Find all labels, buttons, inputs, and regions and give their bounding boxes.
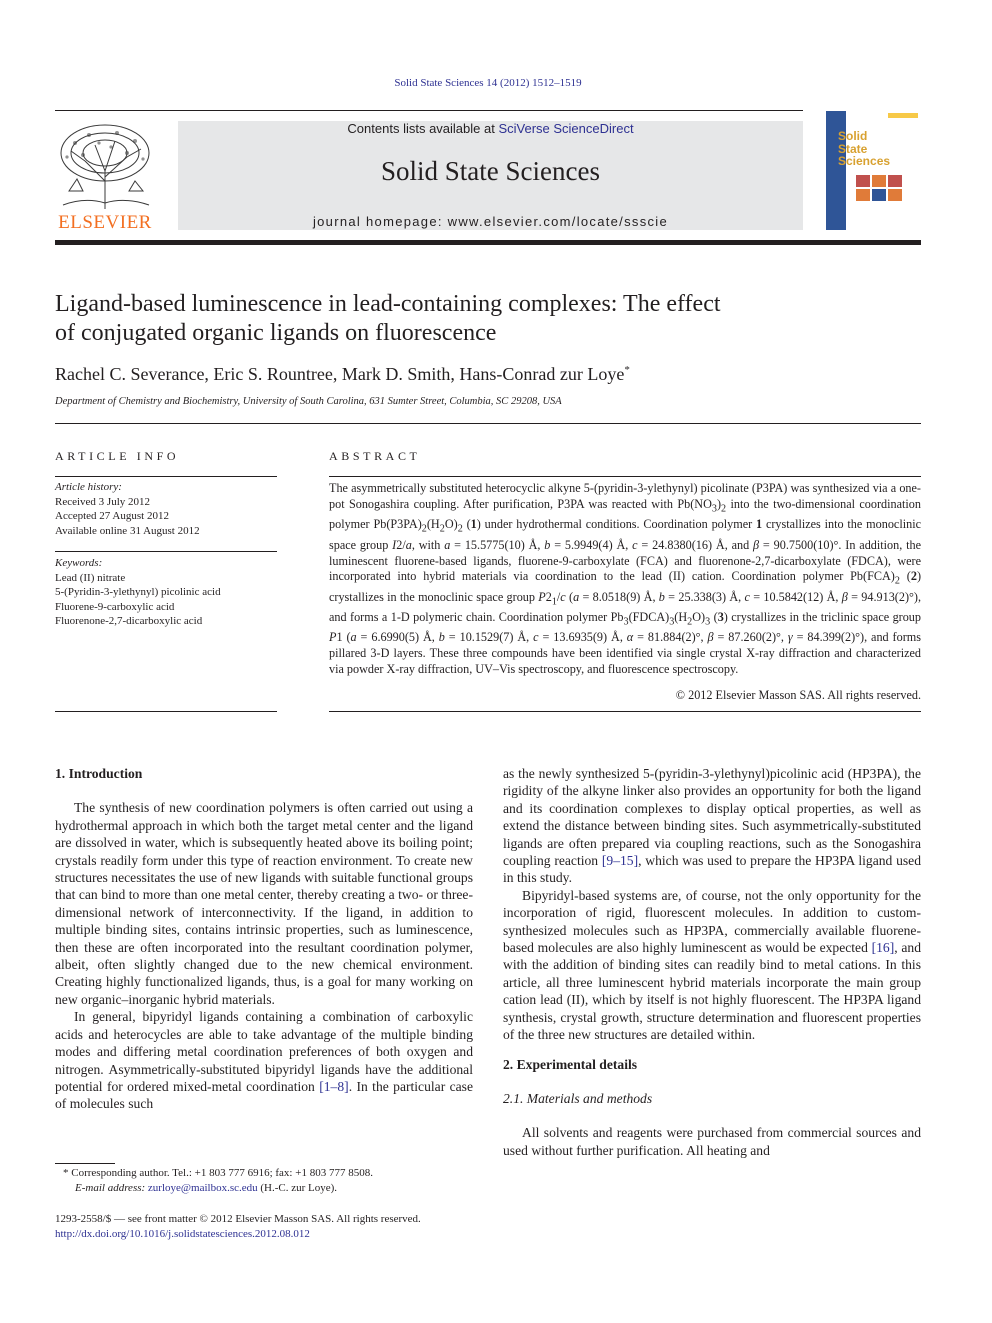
keyword-item: Lead (II) nitrate — [55, 571, 126, 584]
paragraph: In general, bipyridyl ligands containing a combination of carboxylic acids and heterocycles are able to take advantage of the multiple binding modes and differing metal coordination preferences of both oxygen and nitrogen. Asymmetrically-substituted bipyridyl ligands have the additional potential for ordered mixed-metal coordination [1–8]. In the particular case of molecules such — [55, 1009, 473, 1112]
contents-line: Contents lists available at SciVerse ScienceDirect — [347, 121, 634, 136]
cover-title-line: Sciences — [838, 154, 891, 168]
divider — [55, 551, 277, 552]
article-history: Article history: Received 3 July 2012 Accepted 27 August 2012 Available online 31 August 2012 — [55, 480, 277, 538]
cover-title-line: Solid — [838, 129, 868, 143]
subsection-heading: 2.1. Materials and methods — [503, 1090, 653, 1106]
history-item: Received 3 July 2012 — [55, 495, 151, 508]
header-top-rule — [55, 110, 803, 111]
history-item: Available online 31 August 2012 — [55, 524, 200, 537]
body-column-left — [55, 765, 473, 1113]
citation-link[interactable]: [1–8] — [319, 1078, 349, 1094]
email-link[interactable]: zurloye@mailbox.sc.edu — [147, 1182, 258, 1194]
keyword-item: 5-(Pyridin-3-ylethynyl) picolinic acid — [55, 586, 221, 598]
keywords: Keywords: Lead (II) nitrate 5-(Pyridin-3-ylethynyl) picolinic acid Fluorene-9-carboxylic acid Fluorenone-2,7-dicarboxylic acid — [55, 556, 277, 629]
article-title: Ligand-based luminescence in lead-containing complexes: The effect of conjugated organic ligands on fluorescence — [55, 291, 721, 346]
keyword-item: Fluorenone-2,7-dicarboxylic acid — [55, 615, 203, 627]
section-heading-experimental: 2. Experimental details — [503, 1056, 638, 1072]
elsevier-wordmark[interactable]: ELSEVIER — [58, 212, 152, 233]
abstract-text: The asymmetrically substituted heterocyclic alkyne 5-(pyridin-3-ylethynyl) picolinate (P3PA) was synthesized via a one-pot Sonogashira coupling. After purification, P3PA was reacted with $Pb(NO_3)_2$ into the two-dimensional coordination polymer $Pb(P3PA)_2(H_2O)_2$ (1) under hydrothermal conditions. Coordination polymer 1 crystallizes into the monoclinic space group I2/a, with a = 15.5775(10) Å, b = 5.9949(4) Å, c = 24.8380(16) Å, and β = 90.7500(10)°. In addition, the luminescent fluorene-based ligands, fluorene-9-carboxylate (FCA) and fluorenone-2,7-dicarboxylate (FDCA), were incorporated into hybrid materials via coordination to the lead (II) cation. Coordination polymer $Pb(FCA)_2$ (2) crystallizes in the monoclinic space group $P2_1/c$ (a = 8.0518(9) Å, b = 25.338(3) Å, c = 10.5842(12) Å, β = 94.913(2)°), and forms a 1-D polymeric chain. Coordination polymer $Pb_3(FDCA)_3(H_2O)_3$ (3) crystallizes in the triclinic space group P1 (a = 6.6990(5) Å, b = 10.1529(7) Å, c = 13.6935(9) Å, α = 81.884(2)°, β = 87.260(2)°, γ = 84.399(2)°), and forms pillared 3-D layers. These three compounds have been identified via single crystal X-ray diffraction and characterized via powder X-ray diffraction, UV–Vis spectroscopy, and fluorescence spectroscopy. — [329, 481, 922, 677]
front-matter — [55, 1212, 495, 1242]
journal-homepage[interactable]: journal homepage: www.elsevier.com/locate/ssscie — [312, 214, 669, 229]
sciencedirect-link[interactable]: SciVerse ScienceDirect — [498, 121, 634, 136]
body-column-right — [503, 765, 921, 1159]
citation-link[interactable]: [9–15] — [601, 853, 639, 869]
journal-cover[interactable] — [826, 111, 921, 230]
article-info-label: ARTICLE INFO — [55, 449, 180, 463]
divider — [55, 476, 277, 477]
paragraph: Bipyridyl-based systems are, of course, not the only opportunity for the incorporation of rigid, fluorescent molecules. In addition to custom-synthesized molecules such as HP3PA, commercially available fluorene-based molecules are also highly luminescent as would be expected [16], and with the addition of binding sites can readily bind to metal cations. In this article, all three luminescent hybrid materials incorporate the main group cation lead (II), which by itself is not highly fluorescent. The HP3PA ligand synthesis, crystal growth, structure determination and fluorescent properties of the three new structures are detailed within. — [503, 887, 921, 1043]
issn-line: 1293-2558/$ — see front matter © 2012 Elsevier Masson SAS. All rights reserved. — [55, 1213, 421, 1225]
copyright: © 2012 Elsevier Masson SAS. All rights reserved. — [675, 688, 921, 702]
divider — [329, 476, 921, 477]
footnote-rule — [55, 1163, 115, 1164]
author-list: Rachel C. Severance, Eric S. Rountree, Mark D. Smith, Hans-Conrad zur Loye* — [55, 364, 630, 384]
cover-title-line: State — [838, 141, 868, 156]
history-item: Accepted 27 August 2012 — [55, 510, 169, 522]
journal-title: Solid State Sciences — [381, 156, 600, 186]
section-heading-introduction: 1. Introduction — [55, 766, 143, 781]
doi-link[interactable]: http://dx.doi.org/10.1016/j.solidstatesciences.2012.08.012 — [55, 1228, 310, 1240]
header-thick-rule — [55, 240, 921, 245]
paragraph: The synthesis of new coordination polymers is often carried out using a hydrothermal approach in which both the target metal center and the ligand are dissolved in water, which is subsequently heated above its boiling point; crystals readily form under this type of reaction environment. To create new structures necessitates the use of new ligands with suitable functional groups that can bind to more than one metal center, thereby creating a two- or three- dimensional network of interconnectivity. If the ligand, in addition to multiple binding sites, contains intrinsic properties, such as luminescence, then these are often incorporated into the resultant coordination polymer, albeit, often slightly changed due to the new chemical environment. Creating highly functionalized ligands, thus, is a goal for many working on new organic–inorganic hybrid materials. — [55, 800, 473, 1007]
divider — [55, 711, 277, 712]
elsevier-tree-logo-icon — [55, 121, 155, 211]
affiliation: Department of Chemistry and Biochemistry, University of South Carolina, 631 Sumter Street, Columbia, SC 29208, USA — [55, 396, 562, 407]
journal-reference[interactable]: Solid State Sciences 14 (2012) 1512–1519 — [394, 77, 582, 89]
footnote-corresponding: * Corresponding author. Tel.: +1 803 777 6916; fax: +1 803 777 8508. E-mail address: zurloye@mailbox.sc.edu (H.-C. zur Loye). — [63, 1167, 373, 1194]
paragraph: as the newly synthesized 5-(pyridin-3-ylethynyl)picolinic acid (HP3PA), the rigidity of the alkyne linker also provides an opportunity for both the ligand and its coordination complexes to display optical properties, as well as extend the distance between binding sites. Such asymmetrically-substituted ligands are often prepared via coupling reactions, such as the Sonogashira coupling reaction [9–15], which was used to prepare the HP3PA ligand used in this study. — [503, 766, 921, 886]
corresponding-author-mark[interactable]: * — [624, 364, 630, 376]
paragraph: All solvents and reagents were purchased from commercial sources and used without further purification. All heating and — [503, 1125, 921, 1158]
citation-link[interactable]: [16] — [871, 940, 895, 956]
divider — [55, 423, 921, 424]
abstract-label: ABSTRACT — [329, 449, 421, 463]
keyword-item: Fluorene-9-carboxylic acid — [55, 600, 175, 613]
divider — [329, 711, 921, 712]
